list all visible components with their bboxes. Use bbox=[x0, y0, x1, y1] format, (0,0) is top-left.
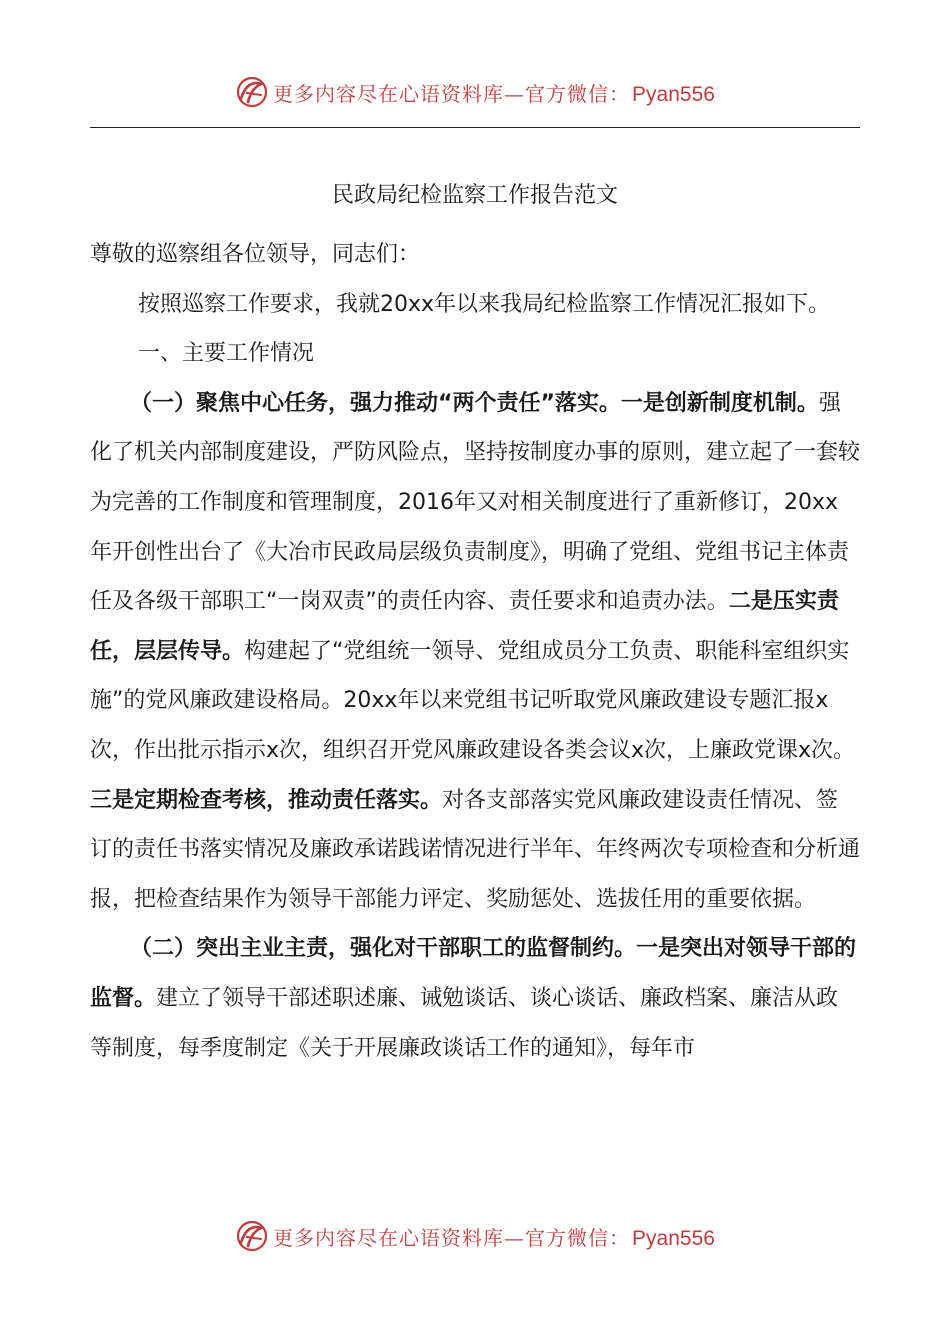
salutation: 尊敬的巡察组各位领导，同志们： bbox=[90, 242, 421, 267]
paragraph-text: 强化了机关内部制度建设，严防风险点，坚持按制度办事的原则，建立起了一套较为完善的工作制度和管理制度，2016年又对相关制度进行了重新修订，20xx年开创性出台了《大冶市民政局层级负责制度》，明确了党组、党组书记主体责任及各级干部职工“一岗双责”的责任内容、责任要求和追责办法。 bbox=[90, 390, 861, 615]
paragraph-text: 对各支部落实党风廉政建设责任情况、签订的责任书落实情况及廉政承诺践诺情况进行半年、年终两次专项检查和分析通报，把检查结果作为领导干部能力评定、奖励惩处、选拔任用的重要依据。 bbox=[90, 787, 861, 912]
header-watermark bbox=[0, 70, 950, 114]
watermark-text: 更多内容尽在心语资料库—官方微信：Pyan556 bbox=[273, 1225, 715, 1250]
footer-watermark bbox=[0, 1214, 950, 1258]
document-body bbox=[90, 230, 860, 1073]
document-title: 民政局纪检监察工作报告范文 bbox=[331, 183, 618, 208]
section-heading: 一、主要工作情况 bbox=[138, 341, 315, 367]
brush-signature-logo-icon bbox=[235, 1219, 269, 1253]
wechat-id: Pyan556 bbox=[632, 1226, 715, 1250]
wechat-id: Pyan556 bbox=[632, 82, 715, 106]
bold-lead: 二是压实责任，层层传导。 bbox=[90, 589, 839, 664]
watermark-text: 更多内容尽在心语资料库—官方微信：Pyan556 bbox=[273, 81, 715, 106]
paragraph-focus-tasks bbox=[90, 379, 860, 925]
bold-lead: 三是定期检查考核，推动责任落实。 bbox=[90, 787, 443, 813]
paragraph-text: 构建起了“党组统一领导、党组成员分工负责、职能科室组织实施”的党风廉政建设格局。20xx年以来党组书记听取党风廉政建设专题汇报x次，作出批示指示x次，组织召开党风廉政建设各类会议x次，上廉政党课x次。 bbox=[90, 638, 856, 763]
header-divider bbox=[90, 127, 860, 128]
bold-lead: （一）聚焦中心任务，强力推动“两个责任”落实。一是创新制度机制。 bbox=[130, 390, 819, 416]
paragraph-text: 建立了领导干部述职述廉、诫勉谈话、谈心谈话、廉政档案、廉洁从政等制度，每季度制定《关于开展廉政谈话工作的通知》，每年市 bbox=[90, 985, 839, 1061]
intro-paragraph: 按照巡察工作要求，我就20xx年以来我局纪检监察工作情况汇报如下。 bbox=[138, 291, 831, 317]
paragraph-supervision bbox=[90, 924, 860, 1073]
brush-signature-logo-icon bbox=[235, 75, 269, 109]
bold-lead: （二）突出主业主责，强化对干部职工的监督制约。一是突出对领导干部的监督。 bbox=[90, 936, 857, 1011]
